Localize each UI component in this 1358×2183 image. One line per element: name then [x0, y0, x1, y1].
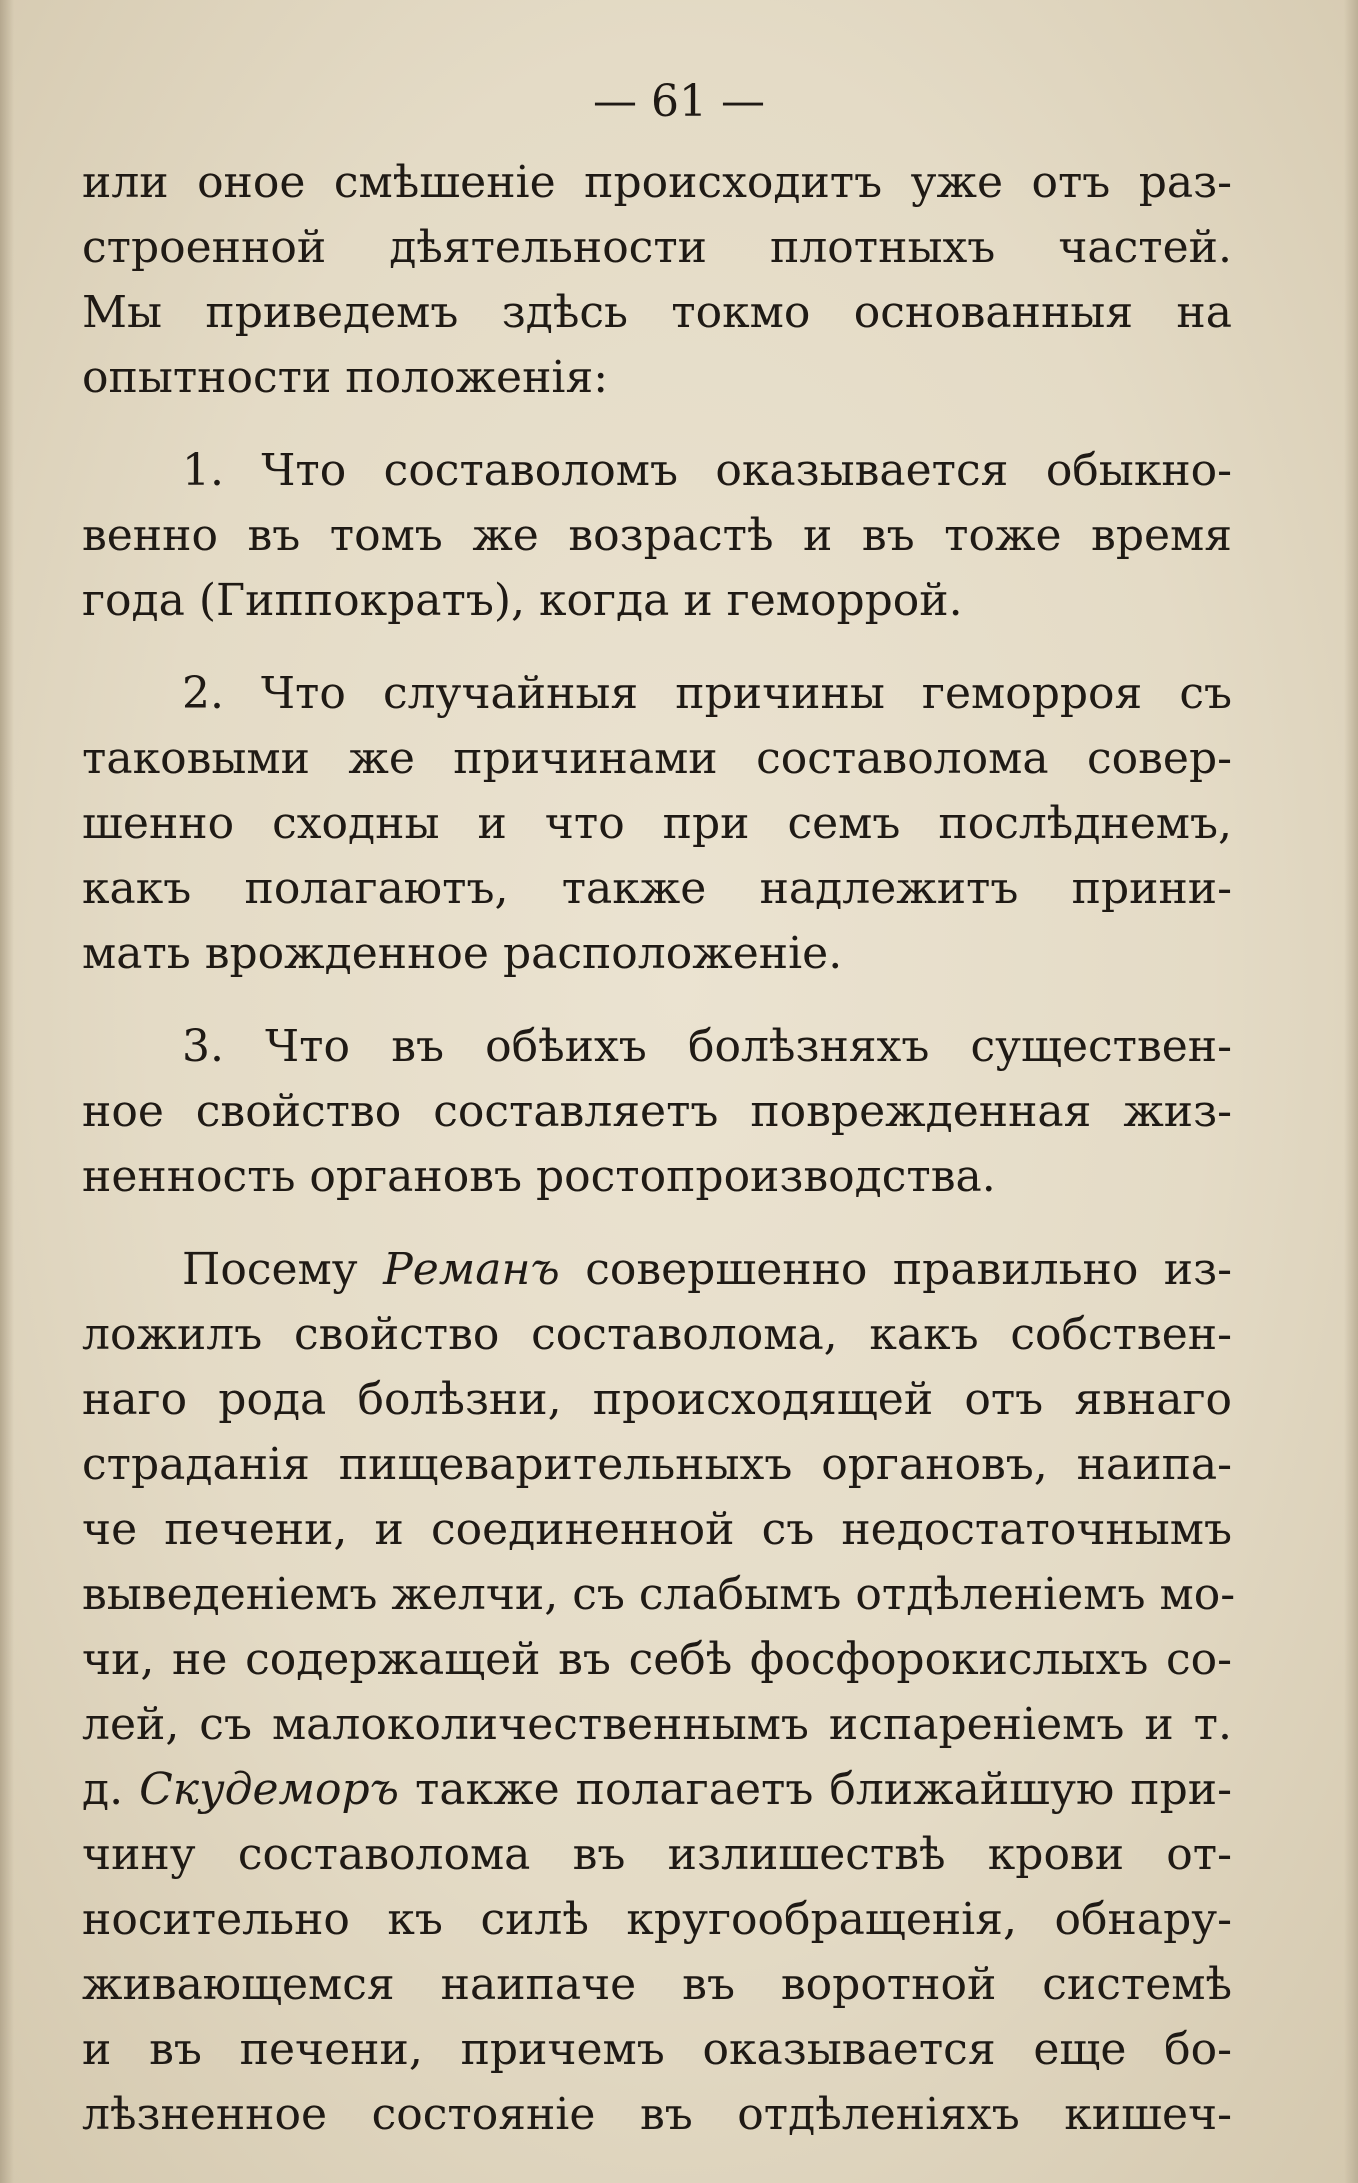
text-line: мать врожденное расположеніе.	[82, 928, 843, 979]
text-line: 1. Что составоломъ оказывается обыкно-	[182, 445, 1232, 496]
text-line: че печени, и соединенной съ недостаточнымъ	[82, 1504, 1232, 1555]
paragraph-2	[82, 438, 1232, 633]
text-segment: совершенно правильно из-	[585, 1244, 1232, 1295]
text-line: чину составолома въ излишествѣ крови от-	[82, 1829, 1232, 1880]
text-line: таковыми же причинами составолома совер-	[82, 733, 1232, 784]
text-line: наго рода болѣзни, происходящей отъ явнаго	[82, 1374, 1232, 1425]
text-segment: д.	[82, 1764, 124, 1815]
text-line: строенной дѣятельности плотныхъ частей.	[82, 222, 1232, 273]
text-segment: также полагаетъ ближайшую при-	[415, 1764, 1232, 1815]
text-line: носительно къ силѣ кругообращенія, обнару-	[82, 1894, 1232, 1945]
text-line: ное свойство составляетъ поврежденная жиз-	[82, 1086, 1232, 1137]
paragraph-1	[82, 150, 1232, 410]
text-segment: Посему	[182, 1244, 358, 1295]
text-line: ложилъ свойство составолома, какъ собствен-	[82, 1309, 1232, 1360]
text-line: страданія пищеварительныхъ органовъ, наипа-	[82, 1439, 1232, 1490]
page-number: — 61 —	[593, 76, 765, 127]
text-line: опытности положенія:	[82, 352, 609, 403]
text-line: года (Гиппократъ), когда и геморрой.	[82, 575, 963, 626]
paragraph-5	[82, 1237, 1236, 2147]
text-line: шенно сходны и что при семъ послѣднемъ,	[82, 798, 1232, 849]
author-name-reman: Реманъ	[383, 1244, 560, 1295]
text-line	[82, 1237, 1232, 1302]
text-line: ненность органовъ ростопроизводства.	[82, 1151, 996, 1202]
text-line: 3. Что въ обѣихъ болѣзняхъ существен-	[182, 1021, 1232, 1072]
text-line: Мы приведемъ здѣсь токмо основанныя на	[82, 287, 1232, 338]
text-line	[82, 1757, 1232, 1822]
text-line: выведеніемъ желчи, съ слабымъ отдѣленіемъ мо-	[82, 1569, 1236, 1620]
paragraph-gap	[82, 986, 1232, 1014]
text-line: лей, съ малоколичественнымъ испареніемъ и т.	[82, 1699, 1232, 1750]
page-edge-shadow-right	[1344, 0, 1358, 2183]
text-line: и въ печени, причемъ оказывается еще бо-	[82, 2024, 1232, 2075]
text-line: чи, не содержащей въ себѣ фосфорокислыхъ со-	[82, 1634, 1232, 1685]
text-line: или оное смѣшеніе происходитъ уже отъ раз-	[82, 157, 1232, 208]
page-body	[82, 150, 1236, 2147]
text-line: 2. Что случайныя причины геморроя съ	[182, 668, 1232, 719]
paragraph-gap	[82, 1209, 1232, 1237]
paragraph-4	[82, 1014, 1232, 1209]
paragraph-gap	[82, 633, 1232, 661]
page-edge-shadow-left	[0, 0, 14, 2183]
text-line: венно въ томъ же возрастѣ и въ тоже время	[82, 510, 1232, 561]
author-name-scudamore: Скудеморъ	[139, 1764, 399, 1815]
paragraph-gap	[82, 410, 1232, 438]
text-line: живающемся наипаче въ воротной системѣ	[82, 1959, 1232, 2010]
paragraph-3	[82, 661, 1232, 986]
text-line: какъ полагаютъ, также надлежитъ прини-	[82, 863, 1232, 914]
text-line: лѣзненное состояніе въ отдѣленіяхъ кишеч-	[82, 2089, 1232, 2140]
